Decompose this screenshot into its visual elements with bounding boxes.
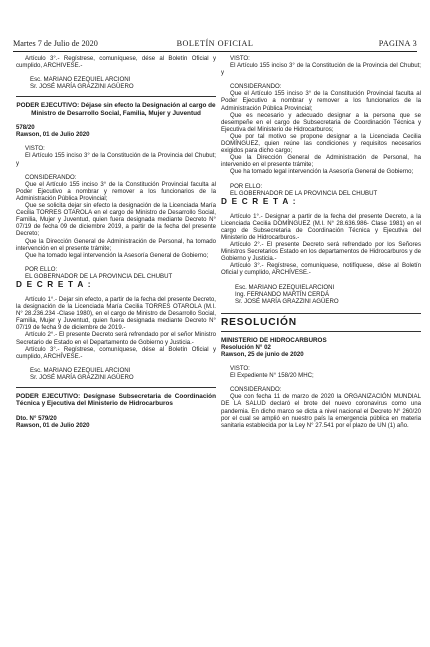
article-1: Artículo 1°.- Dejar sin efecto, a partir de la fecha del presente Decreto, la designación de la Licenciada María Cecilia TORRES OTAROLA (M.I. N° 28.236.234 -Clase 1980), en el cargo de Ministro de Desarrollo Social, Familia, Mujer y Juventud, quien fuera designada mediante Decreto N° 07/19 de fecha 9 de diciembre de 2019.- xyxy=(16,295,216,332)
considerando-label: CONSIDERANDO: xyxy=(25,173,77,181)
resolution-banner xyxy=(221,313,421,332)
header-rule xyxy=(13,51,417,52)
decreta-heading: D E C R E T A : xyxy=(221,196,297,206)
article-3: Artículo 3°.- Regístrese, comuníquese, notifíquese, dése al Boletín Oficial y cumplido, ARCHÍVESE.- xyxy=(221,262,421,277)
decree-number: 578/20 xyxy=(16,124,35,132)
considerando-label: CONSIDERANDO: xyxy=(230,83,282,91)
considerando-paragraph: Que es necesario y adecuado designar a la persona que se desempeñe en el cargo de Subsecretaria de Coordinación Técnica y Ejecutiva del Ministerio de Hidrocarburos; xyxy=(221,111,421,133)
governor-line: EL GOBERNADOR DE LA PROVINCIA DEL CHUBUT xyxy=(230,189,378,197)
decree-date: Rawson, 01 de Julio 2020 xyxy=(16,131,90,139)
por-ello-label: POR ELLO: xyxy=(230,182,263,190)
signature: Sr. JOSÉ MARÍA GRAZZINI AGÜERO xyxy=(30,83,134,91)
visto-text: El Expediente N° 158/20 MHC; xyxy=(230,372,314,380)
visto-label: VISTO: xyxy=(25,145,45,153)
decree-date: Rawson, 01 de Julio 2020 xyxy=(16,421,90,429)
signature: Esc. MARIANO EZEQUIEL ARCIONI xyxy=(30,76,131,84)
visto-text: El Artículo 155 inciso 3° de la Constitución de la Provincia del Chubut; y xyxy=(16,152,216,167)
signature: Sr. JOSÉ MARÍA GRAZZINI AGÜERO xyxy=(30,373,134,381)
considerando-paragraph: Que ha tomado legal intervención la Asesoría General de Gobierno; xyxy=(25,251,209,259)
considerando-paragraph: Que por tal motivo se propone designar a la Licenciada Cecilia DOMÍNGUEZ, quien reúne las condiciones y requisitos necesarios exigidos para dicho cargo; xyxy=(221,132,421,155)
visto-label: VISTO: xyxy=(230,365,250,373)
resolution-title: RESOLUCIÓN xyxy=(221,316,297,328)
considerando-paragraph: Que ha tomado legal intervención la Asesoría General de Gobierno; xyxy=(230,168,414,176)
section-heading: PODER EJECUTIVO: Déjase sin efecto la Designación al cargo de Ministro de Desarrollo Social, Familia, Mujer y Juventud xyxy=(16,102,216,117)
considerando-paragraph: Que la Dirección General de Administración de Personal, ha tomado intervención en el presente trámite; xyxy=(16,237,216,252)
header-title: BOLETÍN OFICIAL xyxy=(176,39,254,48)
article-3: Artículo 3°.- Regístrese, comuníquese, dése al Boletín Oficial y cumplido, ARCHIVESE.- xyxy=(16,55,216,70)
decreta-heading: D E C R E T A : xyxy=(16,279,92,289)
resolution-number: Resolución N° 02 xyxy=(221,343,271,351)
considerando-label: CONSIDERANDO: xyxy=(230,386,282,394)
section-divider xyxy=(16,387,216,388)
governor-line: EL GOBERNADOR DE LA PROVINCIA DEL CHUBUT xyxy=(25,272,173,280)
considerando-paragraph: Que la Dirección General de Administración de Personal, ha intervenido en el presente trámite; xyxy=(221,154,421,169)
header-date: Martes 7 de Julio de 2020 xyxy=(13,39,98,48)
article-1: Artículo 1°.- Designar a partir de la fecha del presente Decreto, a la Licenciada Cecilia DOMÍNGUEZ (M.I. N° 28.636.986- Clase 1981) en el cargo de Subsecretaria de Coordinación Técnica y Ejecutiva del Ministerio de Hidrocarburos.- xyxy=(221,212,421,241)
visto-text: El Artículo 155 inciso 3° de la Constitución de la Provincia del Chubut; y xyxy=(221,62,421,77)
considerando-paragraph: Que se solicita dejar sin efecto la designación de la Licenciada María Cecilia TORRES OTAROLA en el cargo de Ministro de Desarrollo Social, Familia, Mujer y Juventud, quien fuera designada mediante Decreto N° 07/19 de fecha 09 de diciembre 2019, a partir de la fecha del presente Decreto; xyxy=(16,202,216,238)
por-ello-label: POR ELLO: xyxy=(25,265,58,273)
signature: Ing. FERNANDO MARTÍN CERDÁ xyxy=(235,290,330,298)
visto-label: VISTO: xyxy=(230,55,250,62)
article-3: Artículo 3°.- Regístrese, comuníquese, dése al Boletín Oficial y cumplido, ARCHÍVESE.- xyxy=(16,345,216,360)
considerando-paragraph: Que el Artículo 155 inciso 3° de la Constitución Provincial faculta al Poder Ejecutivo a nombrar y remover a los funcionarios de la Administración Pública Provincial; xyxy=(221,90,421,112)
article-2: Artículo 2°.- El presente Decreto será refrendado por el señor Ministro Secretario de Estado en el Departamento de Gobierno y Justicia.- xyxy=(16,331,216,346)
resolution-date: Rawson, 25 de junio de 2020 xyxy=(221,351,304,358)
section-heading: PODER EJECUTIVO: Desígnase Subsecretaria de Coordinación Técnica y Ejecutiva del Ministerio de Hidrocarburos xyxy=(16,393,216,408)
signature: Sr. JOSÉ MARÍA GRAZZINI AGÜERO xyxy=(235,297,339,305)
section-divider xyxy=(16,96,216,97)
decree-number: Dto. N° 579/20 xyxy=(16,414,57,422)
left-column xyxy=(16,55,216,429)
right-column xyxy=(221,55,421,429)
article-2: Artículo 2°.- El presente Decreto será refrendado por los Señores Ministros Secretarios Estado en los departamentos de Hidrocarburos y de Gobierno y Justicia.- xyxy=(221,241,421,263)
header-page-number: PAGINA 3 xyxy=(378,39,417,48)
considerando-paragraph: Que el Artículo 155 inciso 3° de la Constitución Provincial faculta al Poder Ejecutivo a nombrar y remover a los funcionarios de la Administración Pública Provincial; xyxy=(16,180,216,202)
signature: Esc. MARIANO EZEQUIELARCIONI xyxy=(235,283,335,291)
considerando-paragraph: Que con fecha 11 de marzo de 2020 la ORGANIZACIÓN MUNDIAL DE LA SALUD declaró el brote del nuevo coronavirus como una pandemia. En dicho marco se dicta a nivel nacional el Decreto N° 260/20 por el cual se amplió en nuestro país la emergencia pública en materia sanitaria establecida por la Ley N° 27.541 por el plazo de UN (1) año. xyxy=(221,393,421,429)
signature: Esc. MARIANO EZEQUIEL ARCIONI xyxy=(30,366,131,374)
ministry-heading: MINISTERIO DE HIDROCARBUROS xyxy=(221,336,327,344)
